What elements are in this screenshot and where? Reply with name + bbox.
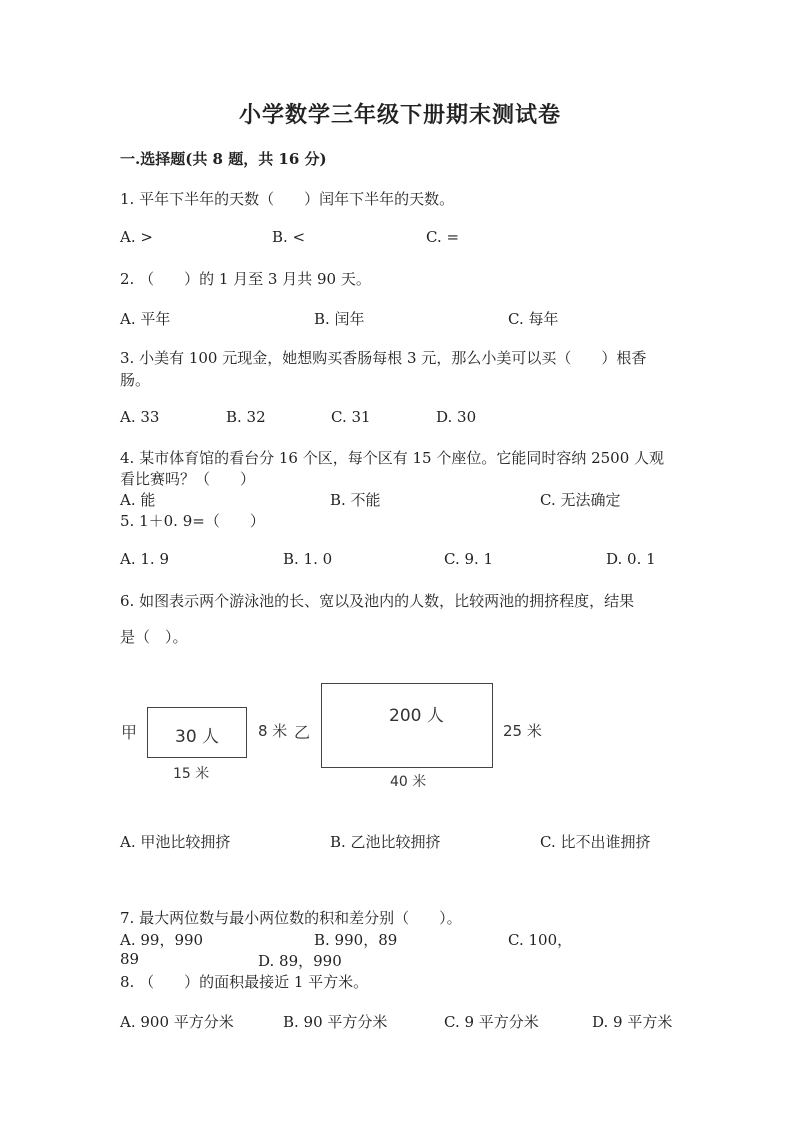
pool-a-length: 15 米 — [173, 766, 210, 782]
page-title: 小学数学三年级下册期末测试卷 — [238, 102, 561, 128]
question-4-option-c[interactable]: C. 无法确定 — [540, 491, 621, 509]
pool-a-width: 8 米 — [258, 722, 288, 740]
pool-b-length: 40 米 — [390, 774, 427, 790]
question-5-option-a[interactable]: A. 1. 9 — [120, 550, 169, 568]
question-7-option-a[interactable]: A. 99，990 — [120, 931, 204, 949]
question-4-option-b[interactable]: B. 不能 — [330, 491, 381, 509]
question-6-option-c[interactable]: C. 比不出谁拥挤 — [540, 833, 651, 851]
question-7-option-d[interactable]: D. 89，990 — [258, 952, 342, 970]
question-6-option-b[interactable]: B. 乙池比较拥挤 — [330, 833, 441, 851]
question-7-stem: 7. 最大两位数与最小两位数的积和差分别（ ）。 — [120, 909, 462, 927]
question-8-option-d[interactable]: D. 9 平方米 — [592, 1013, 673, 1031]
question-1-option-b[interactable]: B. < — [272, 228, 306, 246]
question-3-stem-line1: 3. 小美有 100 元现金，她想购买香肠每根 3 元，那么小美可以买（ ）根香 — [120, 349, 647, 367]
question-4-stem-line2: 看比赛吗？（ ） — [120, 470, 256, 488]
question-6-option-a[interactable]: A. 甲池比较拥挤 — [120, 833, 231, 851]
pool-a-name: 甲 — [121, 723, 138, 742]
question-3-option-d[interactable]: D. 30 — [436, 408, 477, 426]
pool-b-width: 25 米 — [503, 722, 542, 740]
question-7-option-c[interactable]: C. 100， — [508, 931, 573, 949]
question-3-option-b[interactable]: B. 32 — [226, 408, 266, 426]
question-5-stem: 5. 1＋0. 9=（ ） — [120, 512, 265, 530]
question-6-stem-line1: 6. 如图表示两个游泳池的长、宽以及池内的人数，比较两池的拥挤程度，结果 — [120, 592, 635, 610]
question-8-option-c[interactable]: C. 9 平方分米 — [444, 1013, 539, 1031]
question-7-option-c-continued: 89 — [120, 950, 140, 968]
question-1-option-a[interactable]: A. > — [120, 228, 153, 246]
question-8-option-b[interactable]: B. 90 平方分米 — [283, 1013, 388, 1031]
question-1-option-c[interactable]: C. = — [426, 228, 460, 246]
question-5-option-c[interactable]: C. 9. 1 — [444, 550, 494, 568]
question-2-option-c[interactable]: C. 每年 — [508, 310, 559, 328]
pool-b-people: 200 人 — [389, 706, 444, 726]
question-3-option-c[interactable]: C. 31 — [331, 408, 371, 426]
question-4-stem-line1: 4. 某市体育馆的看台分 16 个区，每个区有 15 个座位。它能同时容纳 2500 人观 — [120, 449, 665, 467]
question-2-stem: 2. （ ）的 1 月至 3 月共 90 天。 — [120, 270, 371, 288]
question-8-stem: 8. （ ）的面积最接近 1 平方米。 — [120, 973, 369, 991]
question-2-option-a[interactable]: A. 平年 — [120, 310, 171, 328]
pool-b-name: 乙 — [294, 723, 311, 742]
question-2-option-b[interactable]: B. 闰年 — [314, 310, 365, 328]
question-5-option-d[interactable]: D. 0. 1 — [606, 550, 656, 568]
pool-a-people: 30 人 — [175, 727, 220, 747]
section-heading: 一.选择题(共 8 题，共 16 分) — [120, 150, 327, 168]
question-1-stem: 1. 平年下半年的天数（ ）闰年下半年的天数。 — [120, 190, 455, 208]
question-8-option-a[interactable]: A. 900 平方分米 — [120, 1013, 234, 1031]
question-5-option-b[interactable]: B. 1. 0 — [283, 550, 333, 568]
question-6-stem-line2: 是（ ）。 — [120, 628, 188, 646]
question-7-option-b[interactable]: B. 990，89 — [314, 931, 398, 949]
question-3-stem-line2: 肠。 — [120, 371, 151, 389]
question-3-option-a[interactable]: A. 33 — [120, 408, 160, 426]
question-4-option-a[interactable]: A. 能 — [120, 491, 156, 509]
